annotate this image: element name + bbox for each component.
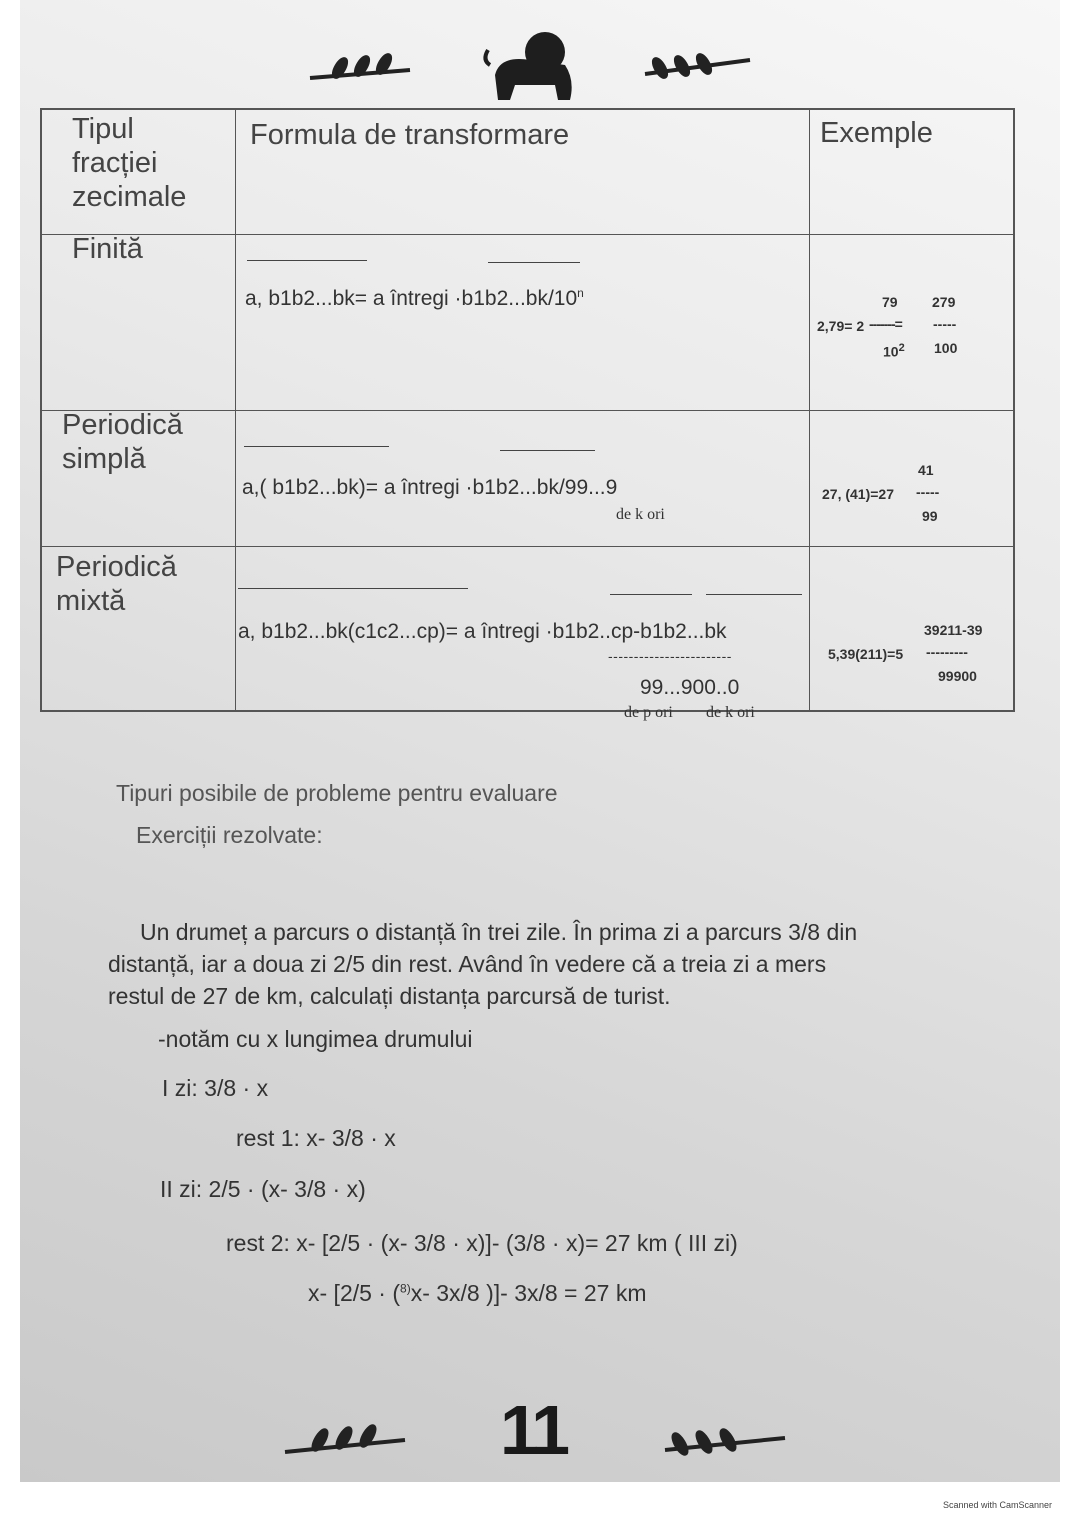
solution-line: II zi: 2/5 · (x- 3/8 · x) <box>160 1176 366 1202</box>
header-type-line: zecimale <box>72 181 187 213</box>
header-type-line: fracției <box>72 147 158 179</box>
fraction-dashes: ------------------------ <box>608 648 732 664</box>
solution-line: rest 2: x- [2/5 · (x- 3/8 · x)]- (3/8 · x)= 27 km ( III zi) <box>226 1230 738 1256</box>
example-finite: 79 279 2,79= 2 -------= ----- $10^2$ 100 <box>817 294 958 360</box>
row-type-line: Periodică <box>62 409 183 441</box>
section-title: Tipuri posibile de probleme pentru evaluare <box>116 780 558 806</box>
row-type-line: simplă <box>62 443 146 475</box>
note-k-times: de k ori <box>616 506 665 523</box>
scanner-watermark: Scanned with CamScanner <box>942 1500 1052 1510</box>
header-examples: Exemple <box>820 117 933 149</box>
header-type-line: Tipul <box>72 113 134 145</box>
row-type-line: mixtă <box>56 585 126 617</box>
problem-line: Un drumeț a parcurs o distanță în trei zile. În prima zi a parcurs 3/8 din <box>140 919 858 945</box>
solution-line: I zi: 3/8 · x <box>162 1075 269 1101</box>
subsection-title: Exerciții rezolvate: <box>136 822 323 848</box>
row-type-simple-periodic <box>62 408 183 476</box>
header-formula: Formula de transformare <box>250 119 570 151</box>
row-type-line: Periodică <box>56 551 177 583</box>
formula-simple-periodic: a,( b1b2...bk)= a întregi ·b1b2...bk/99...9 <box>242 476 618 499</box>
laurel-lion-ornament-icon <box>300 30 760 105</box>
problem-statement <box>108 916 857 1012</box>
solution-line: x- [2/5 · ($^{8)}$x- 3x/8 )]- 3x/8 = 27 km <box>308 1280 647 1306</box>
conversion-table <box>40 108 1015 721</box>
note-k-times: de k ori <box>706 704 755 721</box>
header-type <box>72 112 186 214</box>
row-type-finite: Finită <box>72 233 143 265</box>
formula-finite: a, b1b2...bk= a întregi $\cdot b1b2...bk/10^n$ <box>245 286 584 310</box>
problem-line: restul de 27 de km, calculați distanța parcursă de turist. <box>108 983 671 1009</box>
note-p-times: de p ori <box>624 704 673 721</box>
solution-line: rest 1: x- 3/8 · x <box>236 1125 396 1151</box>
example-simple-periodic: 41 27, (41)=27 ----- 99 <box>822 462 940 524</box>
problem-line: distanță, iar a doua zi 2/5 din rest. Având în vedere că a treia zi a mers <box>108 951 827 977</box>
row-type-mixed-periodic <box>56 550 177 618</box>
solution-line: -notăm cu x lungimea drumului <box>158 1026 473 1052</box>
formula-mixed-periodic: a, b1b2...bk(c1c2...cp)= a întregi ·b1b2..cp-b1b2...bk <box>238 620 727 643</box>
example-mixed-periodic: 39211-39 5,39(211)=5 --------- 99900 <box>828 622 983 684</box>
denominator-mixed: 99...900..0 <box>640 676 740 699</box>
page-number: 11 <box>500 1391 566 1469</box>
